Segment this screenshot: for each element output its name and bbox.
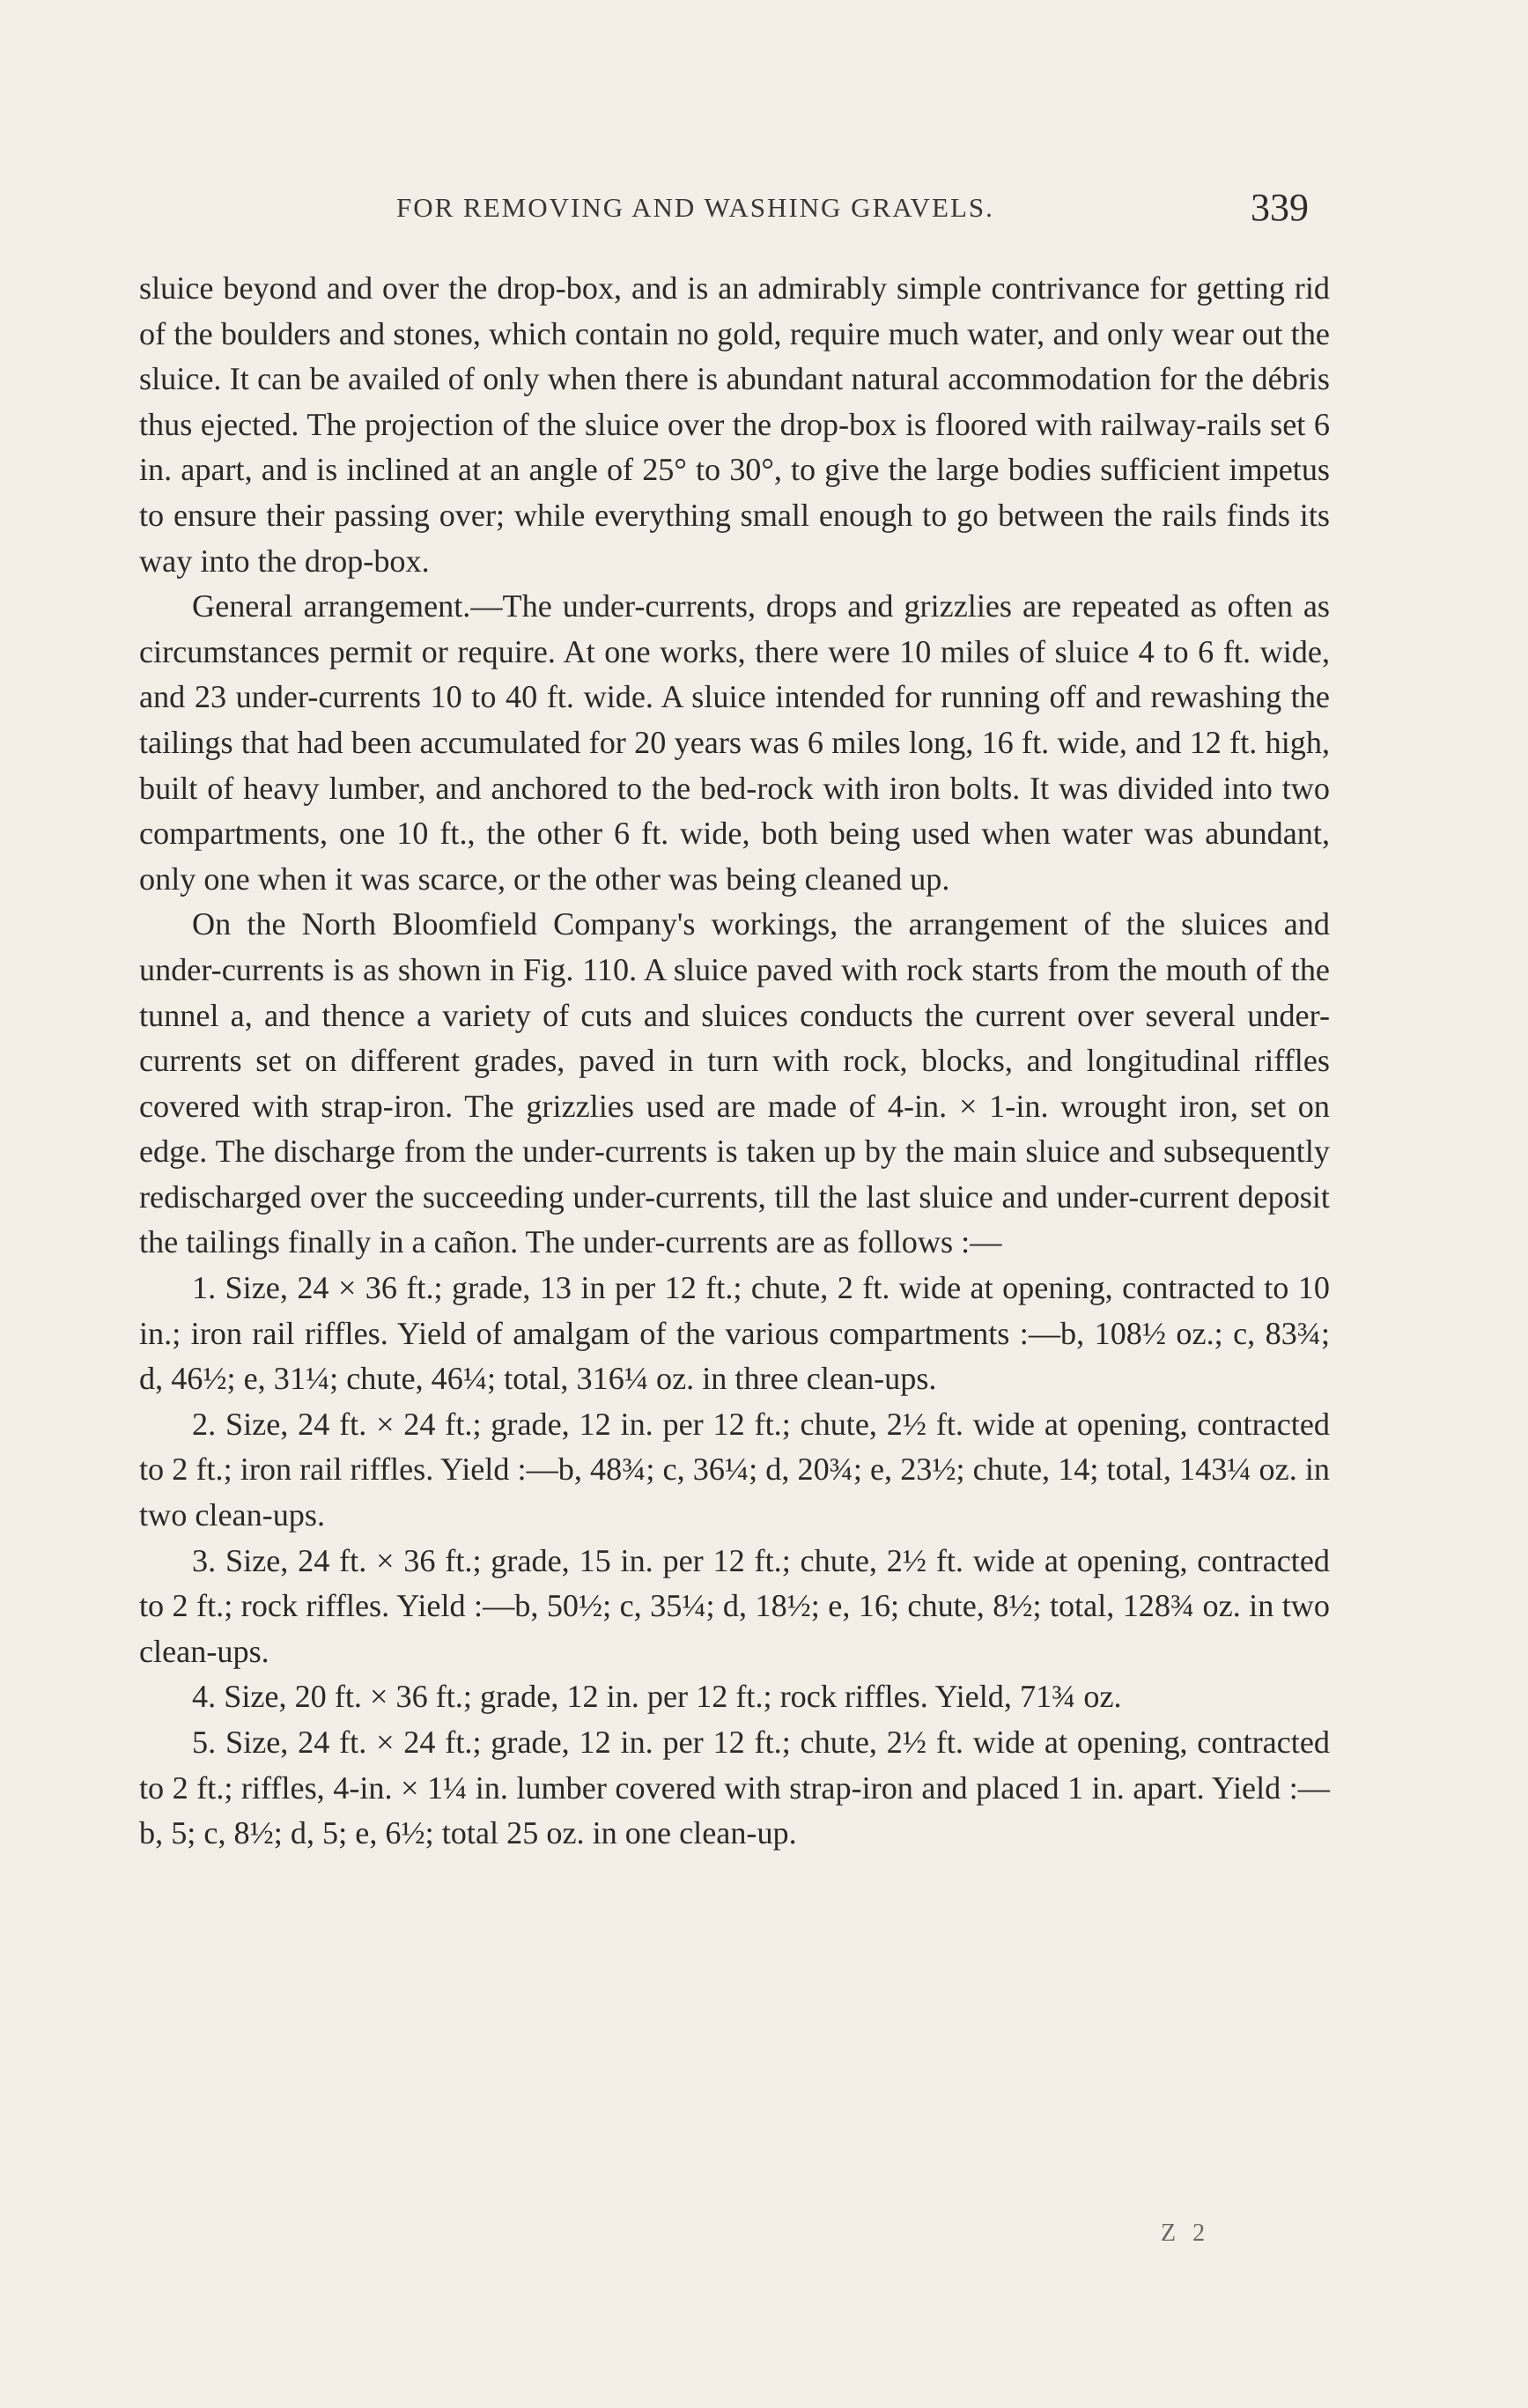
paragraph-drop-box-continuation: sluice beyond and over the drop-box, and is an admirably simple contrivance for getting rid of the boulders and stones, which contain no gold, require much water, and only wear out the sluice. It can be availed of only when there is abundant natural accommodation for the débris thus ejected. The projection of the sluice over the drop-box is floored with railway-rails set 6 in. apart, and is inclined at an angle of 25° to 30°, to give the large bodies sufficient impetus to ensure their passing over; while everything small enough to go between the rails finds its way into the drop-box. bbox=[139, 270, 1330, 579]
page-number: 339 bbox=[1251, 186, 1309, 229]
paragraph-north-bloomfield: On the North Bloomfield Company's workings, the arrangement of the sluices and under-currents is as shown in Fig. 110. A sluice paved with rock starts from the mouth of the tunnel a, and thence a variety of cuts and sluices conducts the current over several under-currents set on different grades, paved in turn with rock, blocks, and longitudinal riffles covered with strap-iron. The grizzlies used are made of 4-in. × 1-in. wrought iron, set on edge. The discharge from the under-currents is taken up by the main sluice and subsequently redischarged over the succeeding under-currents, till the last sluice and under-current deposit the tailings finally in a cañon. The under-currents are as follows :— bbox=[139, 906, 1330, 1260]
body-text bbox=[139, 266, 1330, 1857]
running-head-title: FOR REMOVING AND WASHING GRAVELS. bbox=[396, 192, 994, 223]
signature-mark: Z 2 bbox=[1161, 2220, 1211, 2247]
paragraph-general-arrangement: General arrangement.—The under-currents, drops and grizzlies are repeated as often as circumstances permit or require. At one works, there were 10 miles of sluice 4 to 6 ft. wide, and 23 under-currents 10 to 40 ft. wide. A sluice intended for running off and rewashing the tailings that had been accumulated for 20 years was 6 miles long, 16 ft. wide, and 12 ft. high, built of heavy lumber, and anchored to the bed-rock with iron bolts. It was divided into two compartments, one 10 ft., the other 6 ft. wide, both being used when water was abundant, only one when it was scarce, or the other was being cleaned up. bbox=[139, 588, 1330, 897]
paragraph-under-current-1: 1. Size, 24 × 36 ft.; grade, 13 in per 12 ft.; chute, 2 ft. wide at opening, contracted to 10 in.; iron rail riffles. Yield of amalgam of the various compartments :—b, 108½ oz.; c, 83¾; d, 46½; e, 31¼; chute, 46¼; total, 316¼ oz. in three clean-ups. bbox=[139, 1270, 1330, 1397]
paragraph-under-current-3: 3. Size, 24 ft. × 36 ft.; grade, 15 in. per 12 ft.; chute, 2½ ft. wide at opening, contracted to 2 ft.; rock riffles. Yield :—b, 50½; c, 35¼; d, 18½; e, 16; chute, 8½; total, 128¾ oz. in two clean-ups. bbox=[139, 1542, 1330, 1669]
paragraph-under-current-2: 2. Size, 24 ft. × 24 ft.; grade, 12 in. per 12 ft.; chute, 2½ ft. wide at opening, contracted to 2 ft.; iron rail riffles. Yield :—b, 48¾; c, 36¼; d, 20¾; e, 23½; chute, 14; total, 143¼ oz. in two clean-ups. bbox=[139, 1406, 1330, 1533]
paragraph-under-current-4: 4. Size, 20 ft. × 36 ft.; grade, 12 in. per 12 ft.; rock riffles. Yield, 71¾ oz. bbox=[192, 1679, 1122, 1715]
paragraph-under-current-5: 5. Size, 24 ft. × 24 ft.; grade, 12 in. per 12 ft.; chute, 2½ ft. wide at opening, contracted to 2 ft.; riffles, 4-in. × 1¼ in. lumber covered with strap-iron and placed 1 in. apart. Yield :—b, 5; c, 8½; d, 5; e, 6½; total 25 oz. in one clean-up. bbox=[139, 1725, 1330, 1851]
